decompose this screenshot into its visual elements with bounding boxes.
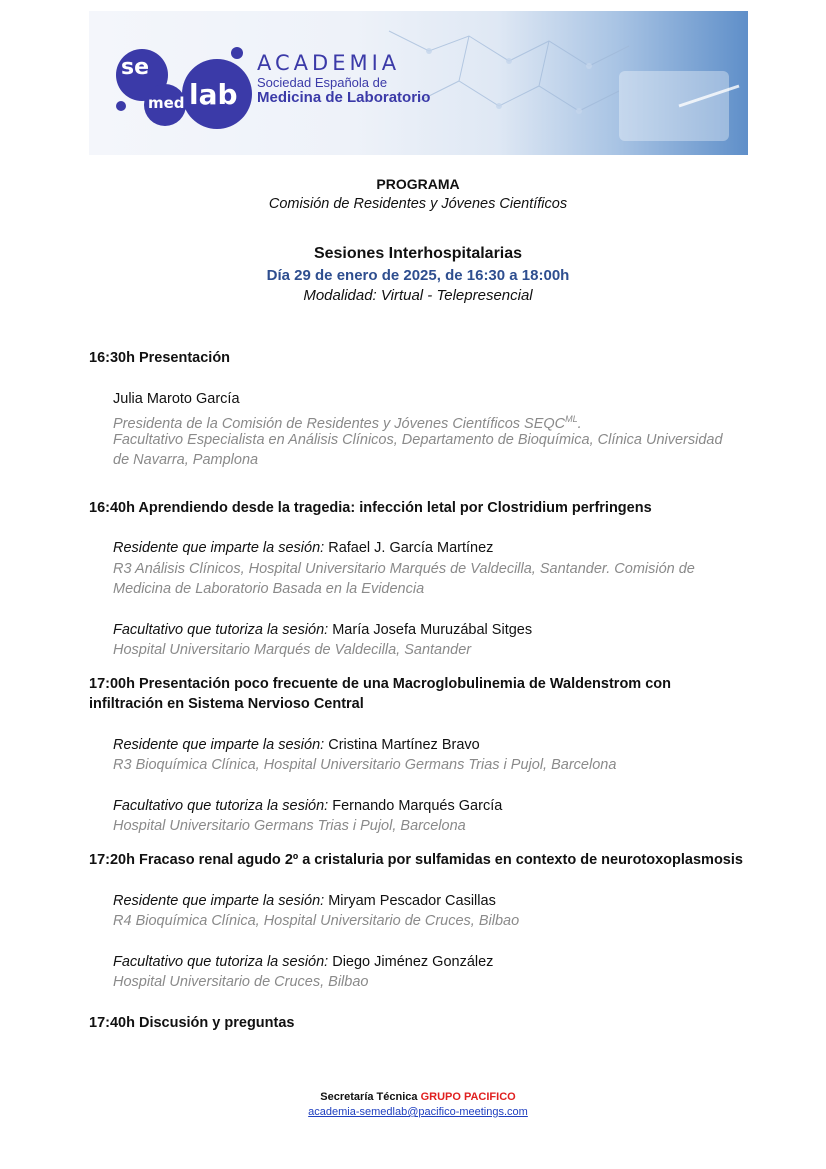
speaker-affiliation: Facultativo Especialista en Análisis Clínicos, Departamento de Bioquímica, Clínica Universidad [113, 432, 723, 448]
tutor-affiliation: Hospital Universitario de Cruces, Bilbao [113, 974, 369, 990]
header-banner [89, 11, 748, 155]
resident-line: Residente que imparte la sesión: Miryam Pescador Casillas [113, 893, 496, 909]
logo-text-se: se [121, 55, 150, 80]
medicina-label: Medicina de Laboratorio [257, 89, 431, 106]
tutor-line: Facultativo que tutoriza la sesión: Diego Jiménez González [113, 954, 494, 970]
footer-email-link[interactable]: academia-semedlab@pacifico-meetings.com [308, 1106, 528, 1118]
resident-affiliation: Medicina de Laboratorio Basada en la Evidencia [113, 581, 425, 597]
sociedad-label: Sociedad Española de [257, 75, 388, 90]
agenda-item-title: 17:40h Discusión y preguntas [89, 1015, 295, 1031]
logo-text-med: med [148, 94, 185, 112]
session-title: Sesiones Interhospitalarias [313, 245, 523, 262]
speaker-affiliation: de Navarra, Pamplona [113, 452, 259, 468]
tutor-line: Facultativo que tutoriza la sesión: Fernando Marqués García [113, 798, 503, 814]
tutor-line: Facultativo que tutoriza la sesión: María Josefa Muruzábal Sitges [113, 622, 533, 638]
resident-affiliation: R3 Análisis Clínicos, Hospital Universitario Marqués de Valdecilla, Santander. Comisión de [113, 561, 695, 577]
agenda-item-title: 17:20h Fracaso renal agudo 2º a cristaluria por sulfamidas en contexto de neurotoxoplasmosis [89, 852, 743, 868]
agenda-item-title: infiltración en Sistema Nervioso Central [89, 696, 364, 712]
speaker-affiliation: Presidenta de la Comisión de Residentes y Jóvenes Científicos $SEQC^{ML}$. [113, 414, 582, 432]
resident-line: Residente que imparte la sesión: Rafael J. García Martínez [113, 540, 494, 556]
tutor-affiliation: Hospital Universitario Germans Trias i Pujol, Barcelona [113, 818, 466, 834]
footer-secretaria: Secretaría Técnica GRUPO PACIFICO [320, 1091, 516, 1103]
logo-dot [116, 101, 126, 111]
program-subtitle: Comisión de Residentes y Jóvenes Científicos [268, 196, 568, 212]
agenda-item-title: 16:40h Aprendiendo desde la tragedia: infección letal por Clostridium perfringens [89, 500, 652, 516]
program-title: PROGRAMA [376, 176, 460, 192]
session-mode: Modalidad: Virtual - Telepresencial [303, 287, 533, 304]
session-date: Día 29 de enero de 2025, de 16:30 a 18:00h [266, 267, 570, 284]
resident-line: Residente que imparte la sesión: Cristina Martínez Bravo [113, 737, 480, 753]
academia-label: ACADEMIA [257, 51, 401, 75]
tutor-affiliation: Hospital Universitario Marqués de Valdecilla, Santander [113, 642, 472, 658]
speaker-name: Julia Maroto García [113, 391, 240, 407]
agenda-item-title: 17:00h Presentación poco frecuente de una Macroglobulinemia de Waldenstrom con [89, 676, 672, 692]
logo-dot [231, 47, 243, 59]
resident-affiliation: R4 Bioquímica Clínica, Hospital Universitario de Cruces, Bilbao [113, 913, 520, 929]
resident-affiliation: R3 Bioquímica Clínica, Hospital Universitario Germans Trias i Pujol, Barcelona [113, 757, 617, 773]
footer-org: GRUPO PACIFICO [420, 1091, 516, 1103]
logo-text-lab: lab [189, 78, 238, 111]
agenda-item-title: 16:30h Presentación [89, 350, 231, 366]
